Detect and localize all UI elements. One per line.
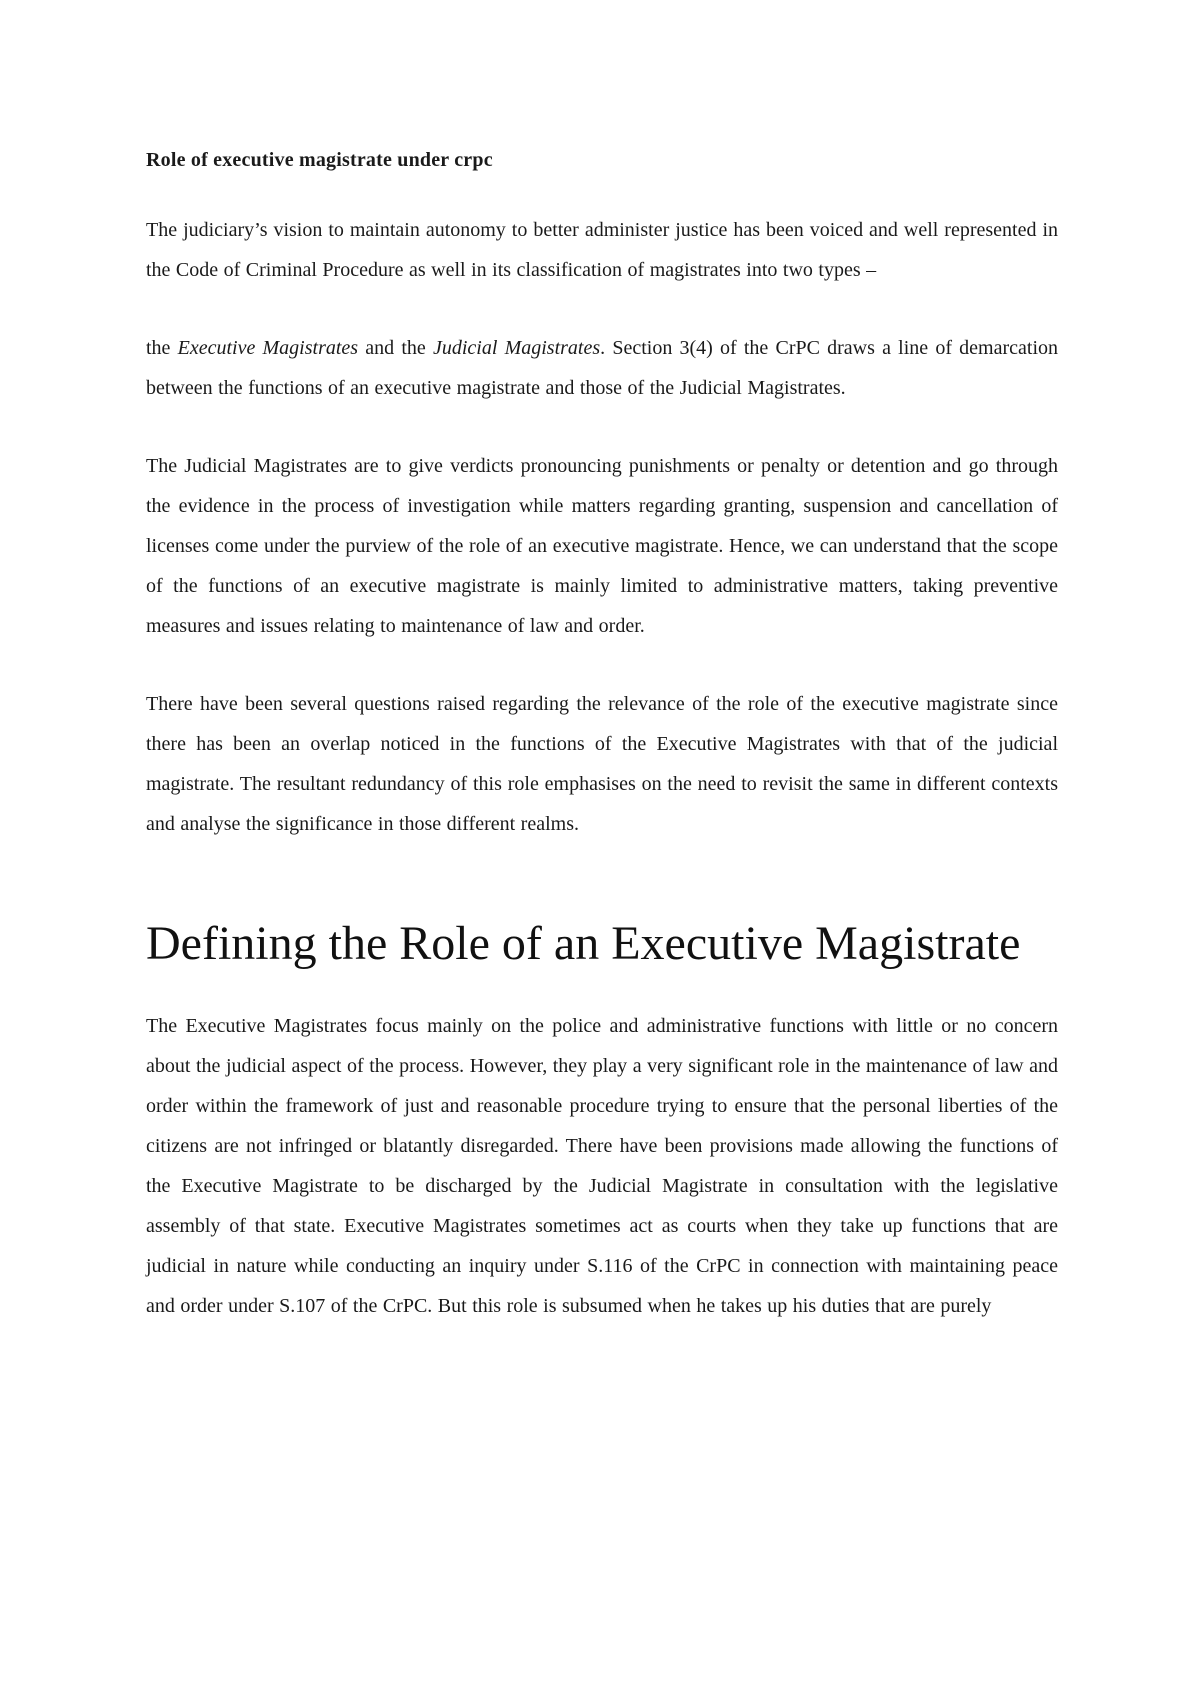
document-page [146, 140, 1058, 1364]
judicial-magistrates-term: Judicial Magistrates [432, 337, 601, 359]
intro-paragraph: The judiciary’s vision to maintain autonomy to better administer justice has been voiced and well represented in the Code of Criminal Procedure as well in its classification of magistrates into two types – [146, 219, 1058, 281]
functions-paragraph: The Judicial Magistrates are to give verdicts pronouncing punishments or penalty or detention and go through the evidence in the process of investigation while matters regarding granting, suspension and cancellation of licenses come under the purview of the role of an executive magistrate. Hence, we can understand that the scope of the functions of an executive magistrate is mainly limited to administrative matters, taking preventive measures and issues relating to maintenance of law and order. [146, 455, 1058, 637]
types-prefix: the [146, 337, 178, 359]
section-heading: Defining the Role of an Executive Magistrate [146, 917, 1021, 970]
relevance-paragraph: There have been several questions raised regarding the relevance of the role of the executive magistrate since there has been an overlap noticed in the functions of the Executive Magistrates with that of the judicial magistrate. The resultant redundancy of this role emphasises on the need to revisit the same in different contexts and analyse the significance in those different realms. [146, 693, 1058, 835]
document-title: Role of executive magistrate under crpc [146, 149, 493, 171]
types-paragraph [146, 328, 1058, 408]
types-connector: and the [358, 337, 433, 359]
types-rest: . Section 3(4) of the CrPC draws a line of demarcation between the functions of an executive magistrate and those of the Judicial Magistrates. [146, 337, 1059, 399]
executive-magistrates-term: Executive Magistrates [177, 337, 359, 359]
section-paragraph: The Executive Magistrates focus mainly on the police and administrative functions with little or no concern about the judicial aspect of the process. However, they play a very significant role in the maintenance of law and order within the framework of just and reasonable procedure trying to ensure that the personal liberties of the citizens are not infringed or blatantly disregarded. There have been provisions made allowing the functions of the Executive Magistrate to be discharged by the Judicial Magistrate in consultation with the legislative assembly of that state. Executive Magistrates sometimes act as courts when they take up functions that are judicial in nature while conducting an inquiry under S.116 of the CrPC in connection with maintaining peace and order under S.107 of the CrPC. But this role is subsumed when he takes up his duties that are purely [146, 1015, 1058, 1317]
